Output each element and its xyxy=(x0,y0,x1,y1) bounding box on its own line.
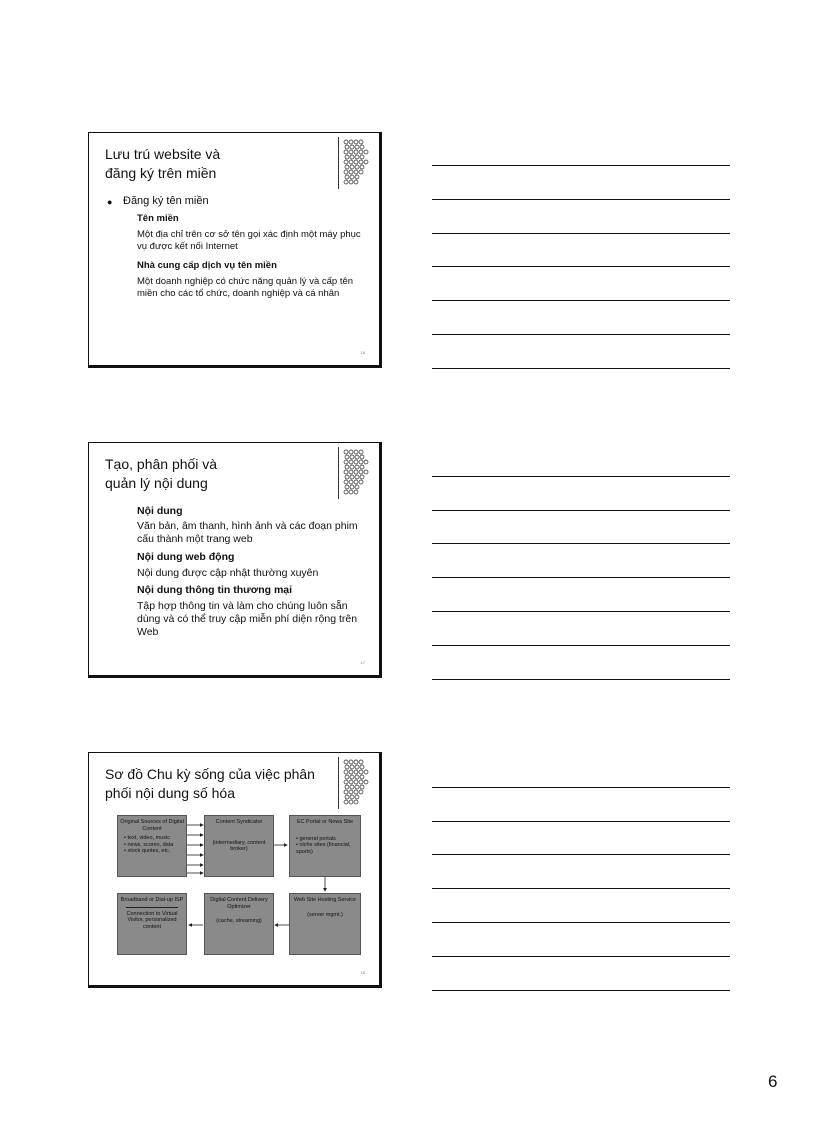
original-sources-box: Original Sources of Digital Content • text, video, music • news, scores, data • stock quotes, etc. xyxy=(117,815,187,877)
note-line xyxy=(432,956,730,957)
ornament-dot xyxy=(354,160,358,164)
slide-number: 18 xyxy=(360,970,365,975)
definition-text: Nội dung được cập nhật thường xuyên xyxy=(137,567,319,579)
ornament-dot xyxy=(364,470,368,474)
note-line xyxy=(432,233,730,234)
hosting-box: Web Site Hosting Service (server mgmt.) xyxy=(289,893,361,955)
note-line xyxy=(432,334,730,335)
content-syndicator-box: Content Syndicator (intermediary, content broker) xyxy=(204,815,274,877)
list-item: • text, video, music xyxy=(124,835,170,841)
ornament-dot xyxy=(349,140,353,144)
definition-block: Tên miền xyxy=(137,213,179,224)
ornament-dot xyxy=(344,490,348,494)
ornament-dot xyxy=(345,485,349,489)
ornament-dot xyxy=(354,470,358,474)
slide-2 xyxy=(88,442,382,678)
ornament-dot xyxy=(360,465,364,469)
decorative-dots-icon xyxy=(338,137,371,189)
slide-title: Tạo, phân phối và quản lý nội dung xyxy=(105,456,218,491)
ornament-dot xyxy=(355,145,359,149)
ornament-dot xyxy=(354,140,358,144)
ornament-dot xyxy=(349,180,353,184)
note-line xyxy=(432,476,730,477)
definition-text: Tập hợp thông tin và làm cho chúng luôn sẵn dùng và có thể truy cập miễn phí diện rộng trên Web xyxy=(137,600,358,638)
ornament-dot xyxy=(354,460,358,464)
ornament-dot xyxy=(359,150,363,154)
list-item: • news, scores, data xyxy=(124,841,174,848)
ornament-dot xyxy=(359,170,363,174)
slide-title: Lưu trú website và đăng ký trên miền xyxy=(105,146,221,181)
ornament-dot xyxy=(344,470,348,474)
decorative-dots-icon xyxy=(338,447,371,499)
definition-heading: Nội dung web động xyxy=(137,551,235,563)
ornament-dot xyxy=(344,450,348,454)
ornament-dot xyxy=(359,450,363,454)
ornament-dot xyxy=(360,165,364,169)
ornament-dot xyxy=(349,450,353,454)
ornament-dot xyxy=(350,155,354,159)
note-line xyxy=(432,787,730,788)
ornament-dot xyxy=(350,485,354,489)
ornament-dot xyxy=(350,165,354,169)
note-line xyxy=(432,165,730,166)
ornament-dot xyxy=(345,165,349,169)
ornament-dot xyxy=(350,145,354,149)
slide-3 xyxy=(88,752,382,988)
definition-text: Một doanh nghiệp có chức năng quản lý và cấp tên miền cho các tổ chức, doanh nghiệp và cá nhân xyxy=(137,276,354,299)
ornament-dot xyxy=(360,145,364,149)
note-line xyxy=(432,368,730,369)
ornament-dot xyxy=(355,475,359,479)
ornament-dot xyxy=(359,460,363,464)
ornament-dot xyxy=(360,455,364,459)
definition-text: Một địa chỉ trên cơ sở tên gọi xác định một máy phục vụ được kết nối Internet xyxy=(137,229,361,252)
ornament-dot xyxy=(349,160,353,164)
ornament-dot xyxy=(355,465,359,469)
ornament-dot xyxy=(354,490,358,494)
ornament-dot xyxy=(349,170,353,174)
ornament-dot xyxy=(359,160,363,164)
ornament-dot xyxy=(345,475,349,479)
ornament-dot xyxy=(355,155,359,159)
ornament-dot xyxy=(360,155,364,159)
ornament-dot xyxy=(354,150,358,154)
ornament-dot xyxy=(355,455,359,459)
ornament-dot xyxy=(355,165,359,169)
ornament-dot xyxy=(354,450,358,454)
ornament-dot xyxy=(364,460,368,464)
note-line xyxy=(432,543,730,544)
portal-box: EC Portal or News Site • general portals • niche sites (financial, sports) xyxy=(289,815,361,877)
ornament-dot xyxy=(349,470,353,474)
note-line xyxy=(432,990,730,991)
ornament-dot xyxy=(360,475,364,479)
ornament-dot xyxy=(349,150,353,154)
ornament-dot xyxy=(344,460,348,464)
ornament-dot xyxy=(350,455,354,459)
ornament-dot xyxy=(344,140,348,144)
page-number: 6 xyxy=(768,1072,778,1091)
ornament-dot xyxy=(364,160,368,164)
ornament-dot xyxy=(345,155,349,159)
ornament-dot xyxy=(350,475,354,479)
note-line xyxy=(432,679,730,680)
ornament-dot xyxy=(345,465,349,469)
isp-box: Broadband or Dial-up ISP Connection to Virtual Visitor, personalized content xyxy=(117,893,187,955)
ornament-dot xyxy=(354,480,358,484)
ornament-dot xyxy=(344,480,348,484)
ornament-dot xyxy=(350,175,354,179)
ornament-dot xyxy=(344,180,348,184)
note-line xyxy=(432,300,730,301)
note-line xyxy=(432,577,730,578)
ornament-dot xyxy=(350,465,354,469)
list-item: • niche sites (financial, sports) xyxy=(296,842,351,855)
note-line xyxy=(432,645,730,646)
ornament-dot xyxy=(344,170,348,174)
ornament-dot xyxy=(359,480,363,484)
note-line xyxy=(432,854,730,855)
ornament-dot xyxy=(359,470,363,474)
ornament-dot xyxy=(364,150,368,154)
definition-block: Nhà cung cấp dịch vụ tên miền xyxy=(137,260,277,271)
note-line xyxy=(432,510,730,511)
divider xyxy=(126,907,178,908)
ornament-dot xyxy=(349,480,353,484)
ornament-dot xyxy=(344,150,348,154)
definition-heading: Nội dung thông tin thương mại xyxy=(137,584,293,596)
ornament-dot xyxy=(355,485,359,489)
ornament-dot xyxy=(344,160,348,164)
note-line xyxy=(432,611,730,612)
definition-heading: Nội dung xyxy=(137,505,183,517)
ornament-dot xyxy=(345,145,349,149)
ornament-dot xyxy=(345,175,349,179)
list-item: • general portals xyxy=(296,835,336,842)
slide-number: 17 xyxy=(360,660,365,665)
slide-number: 16 xyxy=(360,350,365,355)
slide-1: Lưu trú website và đăng ký trên miền ● Đăng ký tên miền Tên miền Một địa chỉ trên cơ sở tên gọi xác định một máy phục vụ được kết nối Internet Nhà cung cấp dịch vụ tên miền Một doanh nghiệp có chức năng quản lý và cấp tên miền cho các tổ chức, doanh nghiệp và cá nhân 16 xyxy=(88,132,382,368)
note-line xyxy=(432,922,730,923)
ornament-dot xyxy=(354,170,358,174)
list-item: • stock quotes, etc. xyxy=(124,848,171,854)
ornament-dot xyxy=(354,180,358,184)
ornament-dot xyxy=(349,460,353,464)
note-line xyxy=(432,199,730,200)
ornament-dot xyxy=(359,140,363,144)
ornament-dot xyxy=(355,175,359,179)
ornament-dot xyxy=(349,490,353,494)
optimizer-box: Digital Content Delivery Optimizer (cache, streaming) xyxy=(204,893,274,955)
definition-text: Văn bản, âm thanh, hình ảnh và các đoạn phim cấu thành một trang web xyxy=(137,520,358,545)
note-line xyxy=(432,821,730,822)
note-line xyxy=(432,266,730,267)
ornament-dot xyxy=(345,455,349,459)
slide-title: Sơ đồ Chu kỳ sống của việc phân phối nội dung số hóa xyxy=(105,766,315,801)
note-line xyxy=(432,888,730,889)
bullet-icon: ● xyxy=(107,197,113,207)
